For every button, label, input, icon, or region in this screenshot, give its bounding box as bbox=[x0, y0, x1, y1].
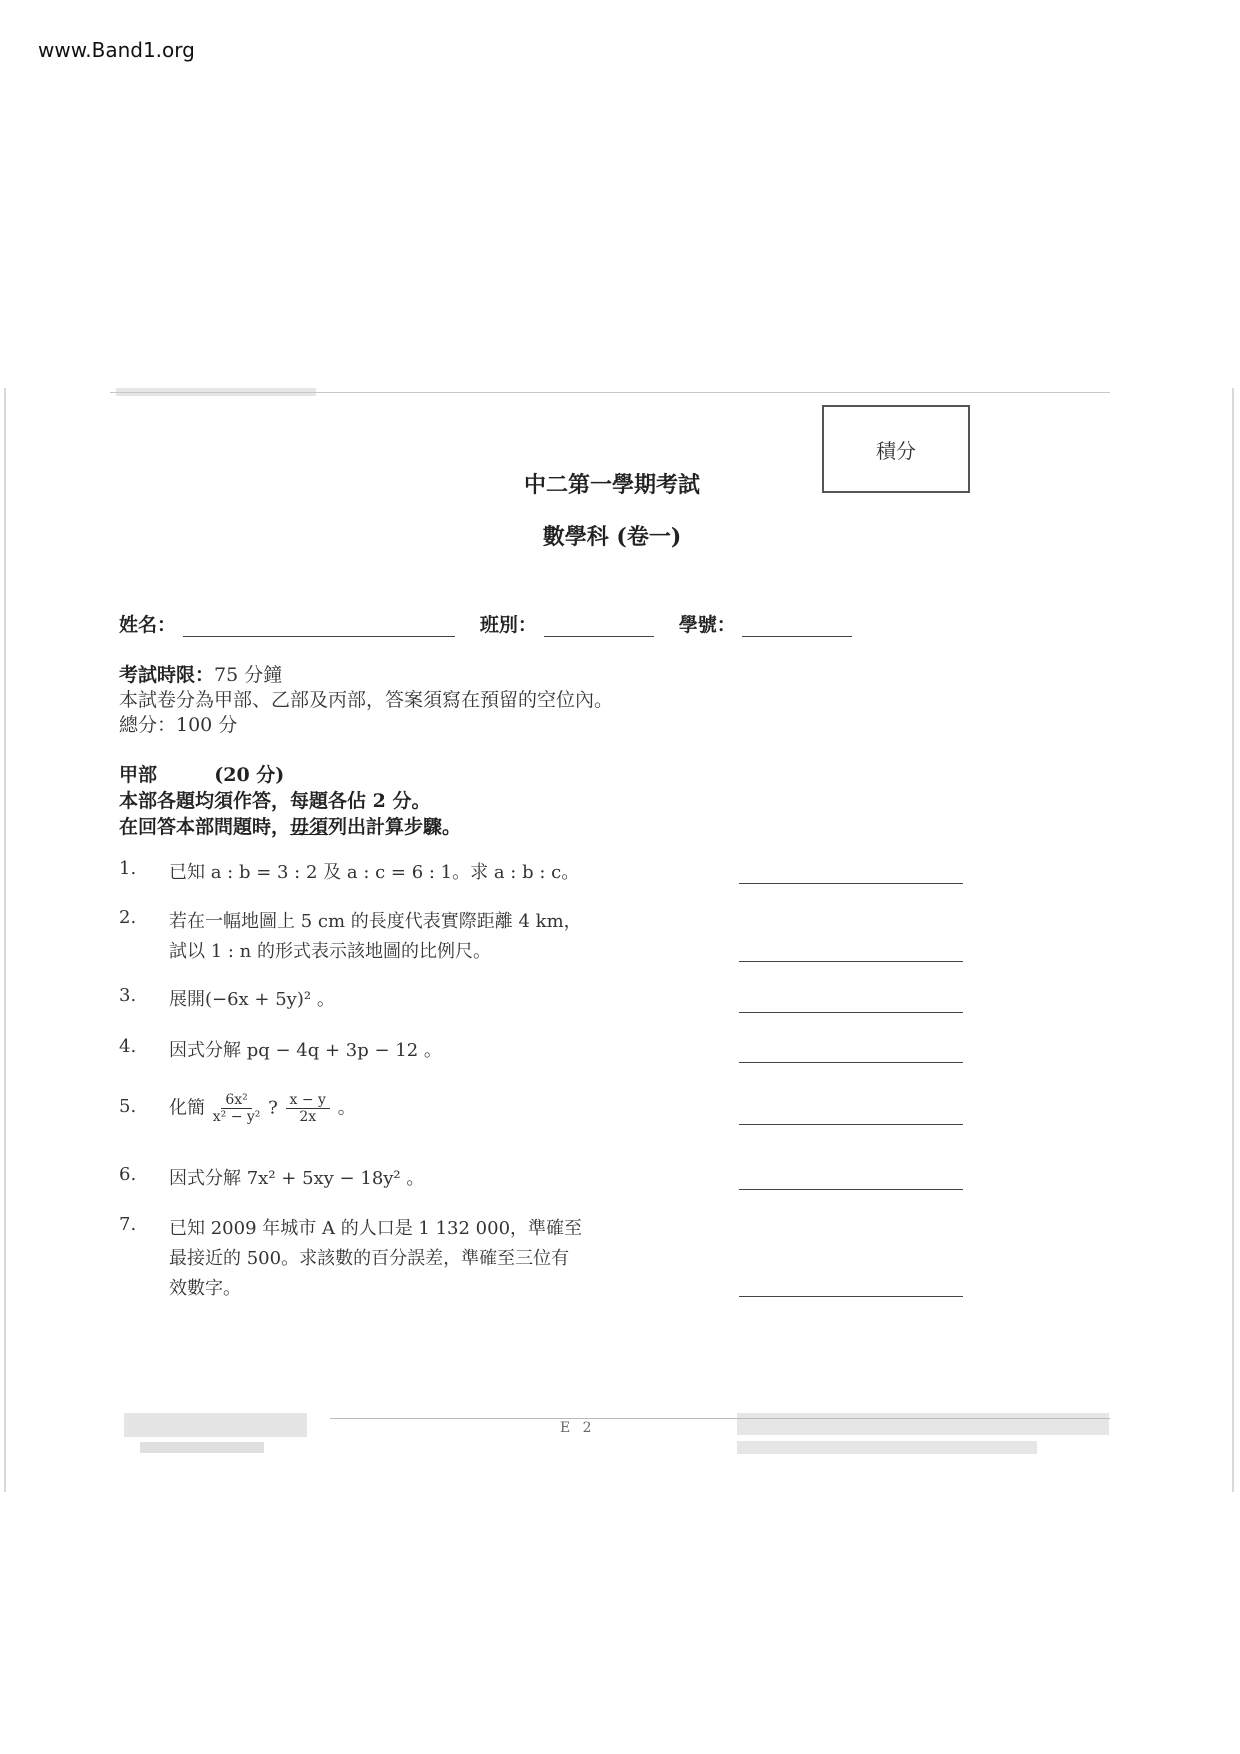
time-label: 考試時限： bbox=[119, 664, 215, 686]
answer-line-4[interactable] bbox=[739, 1062, 963, 1063]
total-marks: 總分：100 分 bbox=[119, 714, 238, 736]
question-number: 5. bbox=[119, 1096, 137, 1117]
question-text: 若在一幅地圖上 5 cm 的長度代表實際距離 4 km， bbox=[169, 911, 582, 932]
answer-line-2[interactable] bbox=[739, 961, 963, 962]
site-url[interactable]: www.Band1.org bbox=[38, 38, 195, 62]
name-label: 姓名： bbox=[119, 614, 177, 636]
question-text-line-2: 最接近的 500。求該數的百分誤差，準確至三位有 bbox=[169, 1248, 570, 1269]
question-text: 已知 a : b = 3 : 2 及 a : c = 6 : 1。求 a : b : c。 bbox=[169, 862, 580, 883]
name-field[interactable] bbox=[183, 618, 455, 637]
top-rule bbox=[110, 392, 1110, 393]
exam-title: 中二第一學期考試 bbox=[523, 472, 700, 498]
score-label: 積分 bbox=[876, 438, 916, 463]
answer-line-5[interactable] bbox=[739, 1124, 963, 1125]
inst2-part-a: 在回答本部問題時， bbox=[119, 816, 291, 838]
fraction-2 bbox=[286, 1092, 330, 1125]
inst2-part-c: 列出計算步驟。 bbox=[328, 816, 462, 838]
inst2-emphasis: 毋須 bbox=[290, 816, 329, 838]
bottom-rule bbox=[330, 1418, 1110, 1419]
fraction-2-denominator: 2x bbox=[299, 1109, 317, 1125]
question-text: 因式分解 7x² + 5xy − 18y² 。 bbox=[169, 1168, 425, 1189]
student-info-row bbox=[119, 610, 852, 637]
question-number: 1. bbox=[119, 858, 137, 879]
answer-line-7[interactable] bbox=[739, 1296, 963, 1297]
bottom-smudge-right bbox=[737, 1413, 1109, 1435]
class-label: 班別： bbox=[479, 614, 537, 636]
end-mark: 。 bbox=[337, 1097, 356, 1119]
answer-line-3[interactable] bbox=[739, 1012, 963, 1013]
question-number: 3. bbox=[119, 985, 137, 1006]
exam-time bbox=[119, 660, 282, 687]
question-text-line-2: 試以 1 : n 的形式表示該地圖的比例尺。 bbox=[169, 941, 491, 962]
fraction-1-numerator: 6x² bbox=[221, 1092, 251, 1109]
page-number: E 2 bbox=[560, 1420, 596, 1436]
section-a-heading bbox=[119, 760, 284, 787]
section-a-marks: (20 分) bbox=[214, 764, 285, 786]
section-a-instruction-2 bbox=[119, 812, 461, 839]
question-number: 4. bbox=[119, 1036, 137, 1057]
bottom-smudge-left bbox=[124, 1413, 307, 1437]
simplify-label: 化簡 bbox=[169, 1097, 205, 1119]
time-value: 75 分鐘 bbox=[214, 664, 283, 686]
question-number: 6. bbox=[119, 1164, 137, 1185]
question-text: 展開(−6x + 5y)² 。 bbox=[169, 989, 335, 1010]
exam-instruction: 本試卷分為甲部、乙部及丙部，答案須寫在預留的空位內。 bbox=[119, 689, 614, 711]
number-field[interactable] bbox=[742, 618, 852, 637]
fraction-1-denominator: x² − y² bbox=[212, 1109, 261, 1125]
question-text-line-3: 效數字。 bbox=[169, 1278, 241, 1299]
answer-line-1[interactable] bbox=[739, 883, 963, 884]
answer-line-6[interactable] bbox=[739, 1189, 963, 1190]
section-a-name: 甲部 bbox=[119, 764, 158, 786]
fraction-2-numerator: x − y bbox=[286, 1092, 330, 1109]
class-field[interactable] bbox=[544, 618, 654, 637]
bottom-smudge-right-2 bbox=[737, 1441, 1037, 1454]
question-text bbox=[169, 1092, 729, 1125]
section-a-instruction-1: 本部各題均須作答，每題各佔 2 分。 bbox=[119, 790, 431, 812]
number-label: 學號： bbox=[678, 614, 736, 636]
question-text: 因式分解 pq − 4q + 3p − 12 。 bbox=[169, 1040, 442, 1061]
operator: ? bbox=[268, 1097, 278, 1119]
question-number: 7. bbox=[119, 1214, 137, 1235]
bottom-smudge-left-2 bbox=[140, 1442, 264, 1453]
question-number: 2. bbox=[119, 907, 137, 928]
exam-subtitle: 數學科 (卷一) bbox=[542, 524, 682, 550]
question-text: 已知 2009 年城市 A 的人口是 1 132 000，準確至 bbox=[169, 1218, 583, 1239]
fraction-1 bbox=[213, 1092, 261, 1125]
